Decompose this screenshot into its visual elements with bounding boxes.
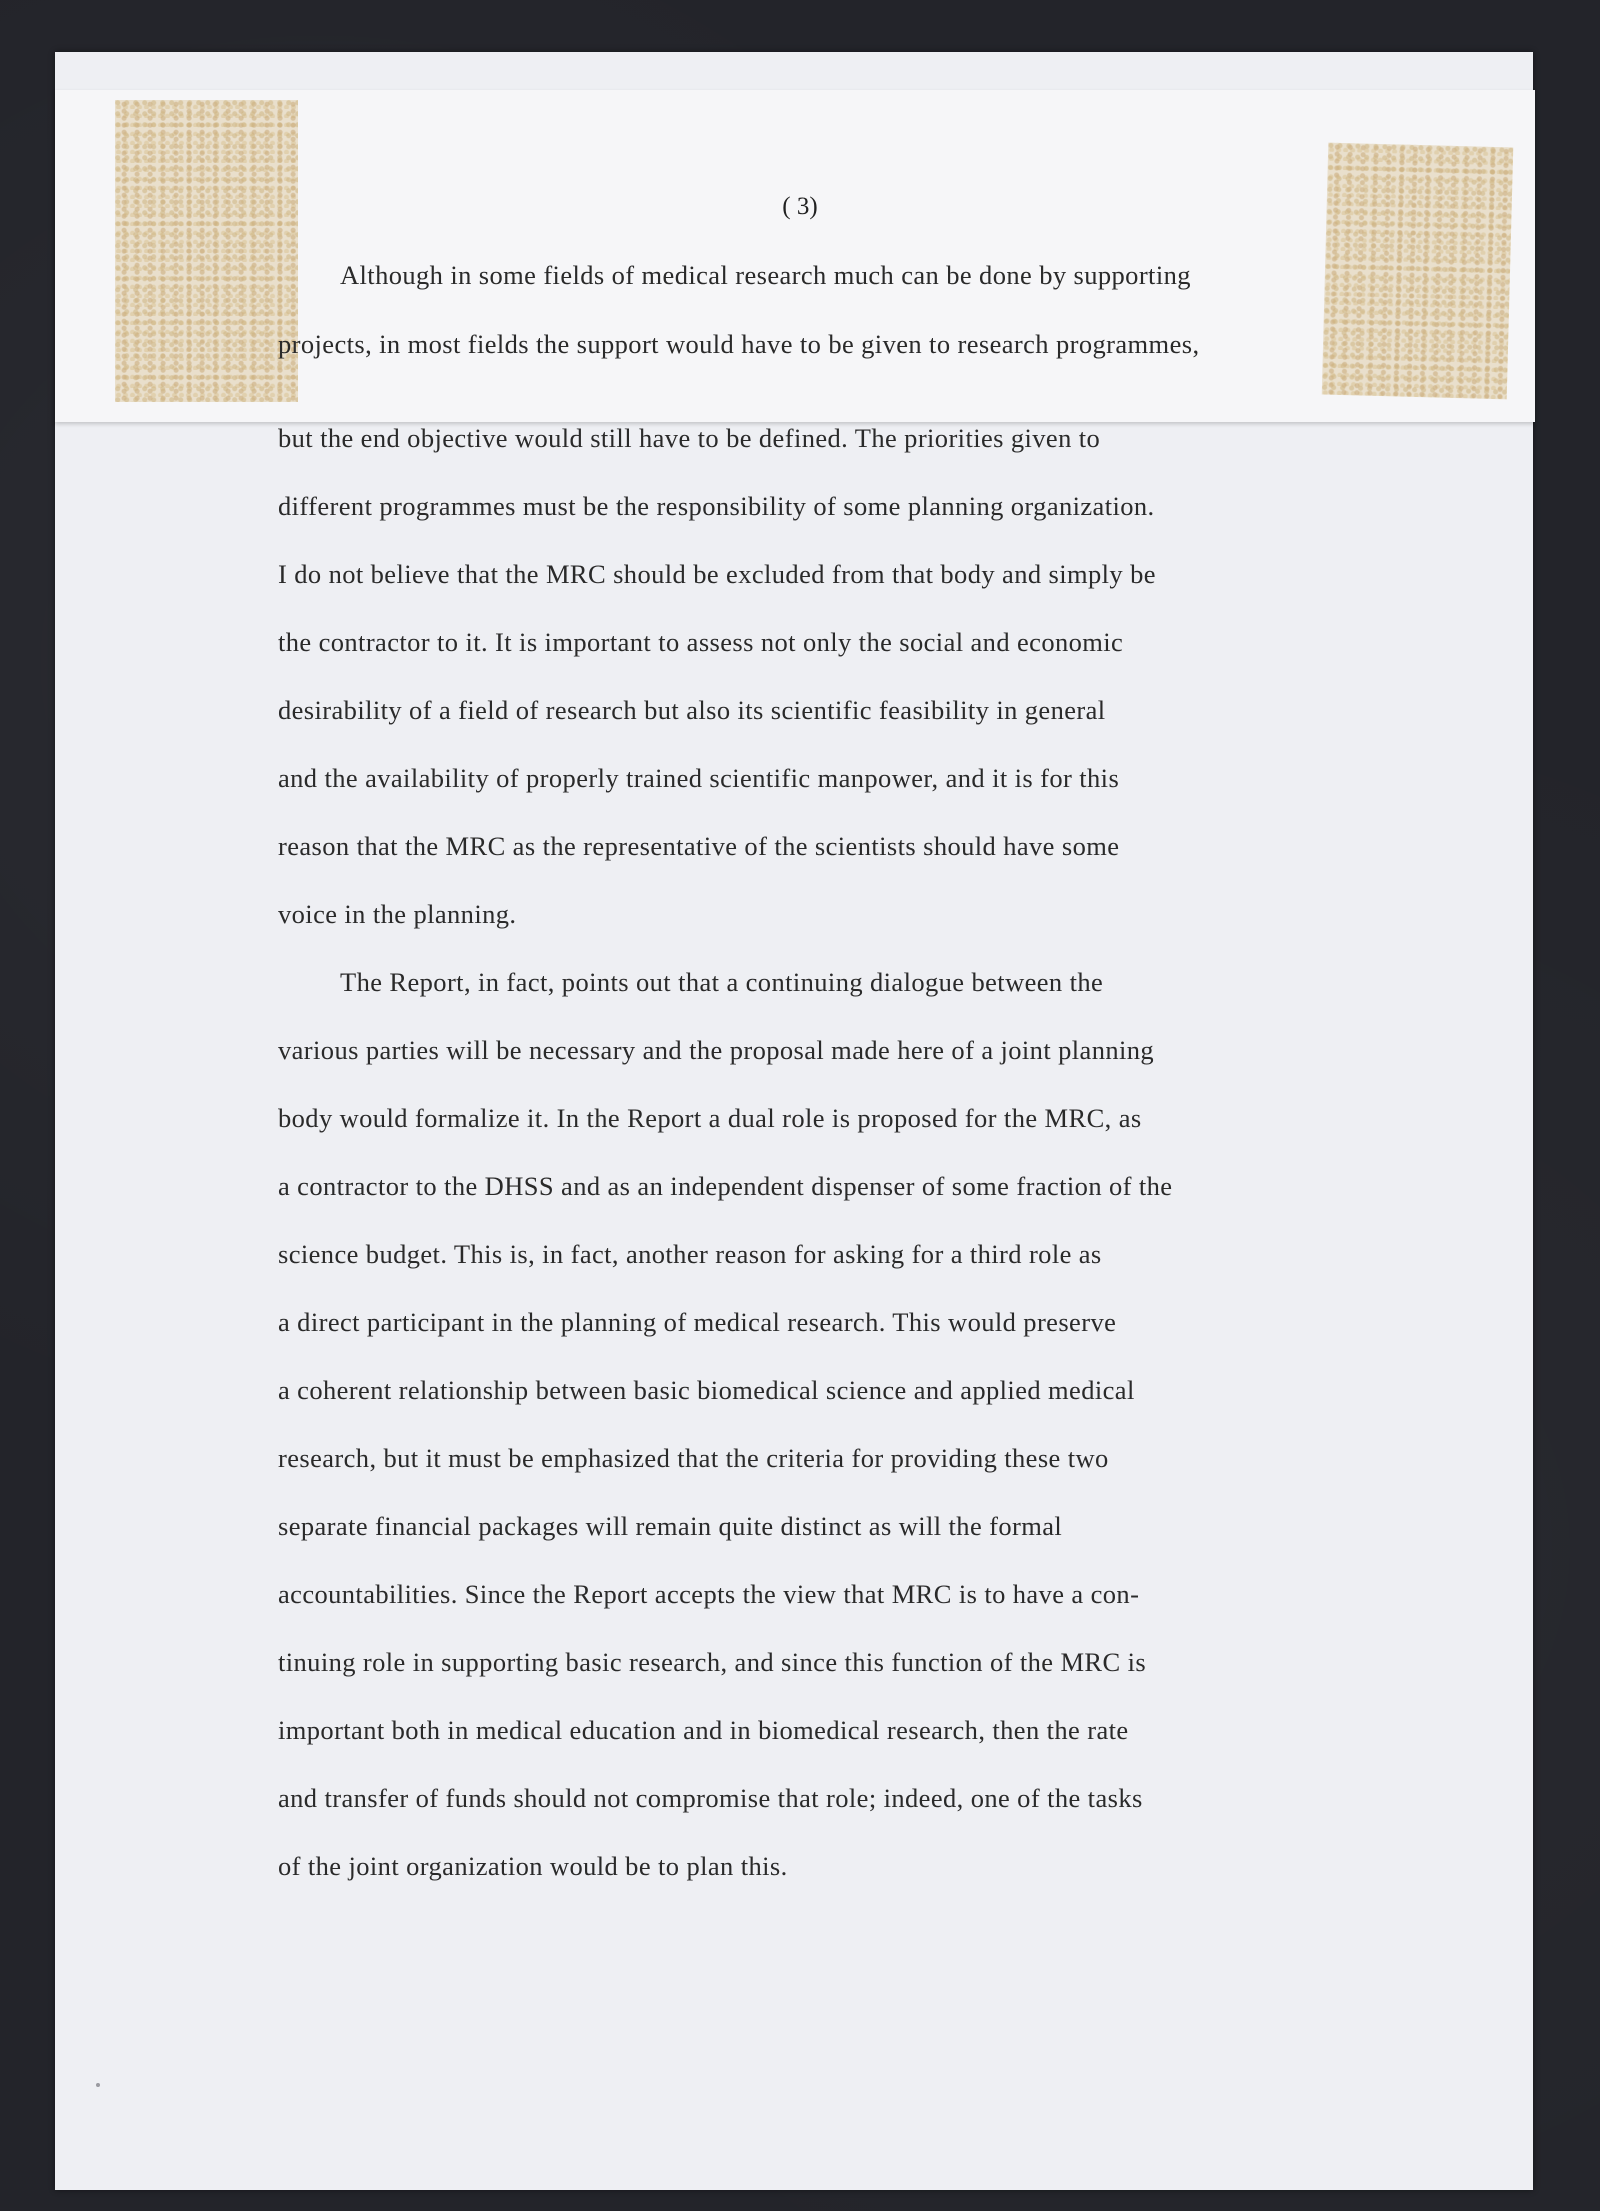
- text-line: but the end objective would still have to be defined. The priorities given to: [278, 423, 1101, 453]
- page-number: ( 3): [782, 193, 818, 220]
- text-line: of the joint organization would be to plan this.: [278, 1851, 788, 1881]
- adhesive-stain-right: [1322, 143, 1514, 400]
- text-line: and the availability of properly trained scientific manpower, and it is for this: [278, 763, 1120, 793]
- text-line: a contractor to the DHSS and as an independent dispenser of some fraction of the: [278, 1171, 1173, 1201]
- text-line: different programmes must be the responsibility of some planning organization.: [278, 491, 1155, 521]
- text-line: and transfer of funds should not compromise that role; indeed, one of the tasks: [278, 1783, 1143, 1813]
- paper-speck: [96, 2083, 100, 2087]
- text-line: voice in the planning.: [278, 899, 517, 929]
- text-line: desirability of a field of research but also its scientific feasibility in general: [278, 695, 1106, 725]
- text-line: tinuing role in supporting basic research, and since this function of the MRC is: [278, 1647, 1147, 1677]
- text-line: a direct participant in the planning of medical research. This would preserve: [278, 1307, 1117, 1337]
- text-line: I do not believe that the MRC should be excluded from that body and simply be: [278, 559, 1156, 589]
- text-line: science budget. This is, in fact, another reason for asking for a third role as: [278, 1239, 1102, 1269]
- text-line: The Report, in fact, points out that a continuing dialogue between the: [340, 967, 1104, 997]
- adhesive-stain-left: [115, 100, 298, 402]
- text-line: reason that the MRC as the representative of the scientists should have some: [278, 831, 1120, 861]
- text-line: projects, in most fields the support would have to be given to research programmes,: [278, 329, 1200, 359]
- text-line: accountabilities. Since the Report accepts the view that MRC is to have a con-: [278, 1579, 1140, 1609]
- text-line: the contractor to it. It is important to assess not only the social and economic: [278, 627, 1124, 657]
- text-line: various parties will be necessary and the proposal made here of a joint planning: [278, 1035, 1155, 1065]
- text-line: research, but it must be emphasized that the criteria for providing these two: [278, 1443, 1109, 1473]
- text-line: Although in some fields of medical research much can be done by supporting: [340, 260, 1191, 290]
- text-line: separate financial packages will remain quite distinct as will the formal: [278, 1511, 1063, 1541]
- text-line: important both in medical education and in biomedical research, then the rate: [278, 1715, 1129, 1745]
- text-line: body would formalize it. In the Report a dual role is proposed for the MRC, as: [278, 1103, 1142, 1133]
- text-line: a coherent relationship between basic biomedical science and applied medical: [278, 1375, 1135, 1405]
